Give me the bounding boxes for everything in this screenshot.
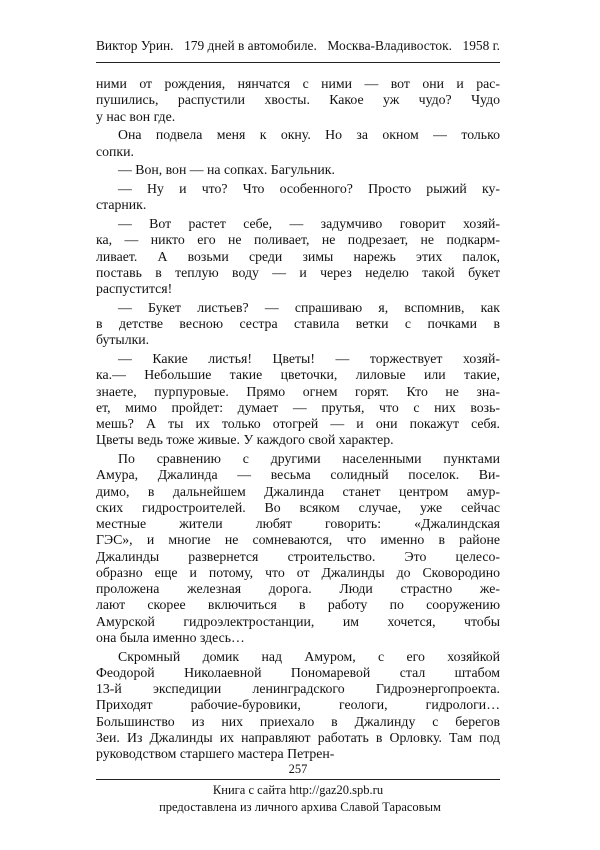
text-line: Скромный домик над Амуром, с его хозяйкой xyxy=(118,648,500,664)
text-line: ливает. А возьми среди зимы нарежь этих палок, xyxy=(96,248,500,264)
paragraph xyxy=(96,216,500,297)
text-line: ка.— Небольшие такие цветочки, лиловые или такие, xyxy=(96,367,500,383)
text-line: — Вон, вон — на сопках. Багульник. xyxy=(118,162,335,178)
text-line: Джалинды развернется строительство. Это целесо- xyxy=(96,548,500,564)
page-number: 257 xyxy=(288,762,308,776)
footer-credit-line: предоставлена из личного архива Славой Тарасовым xyxy=(159,800,441,814)
text-line: ет, мимо пройдет: думает — прутья, что с них возь- xyxy=(96,399,500,415)
text-line: в детстве весною сестра ставила ветки с почками в xyxy=(96,316,500,331)
text-line: бутылки. xyxy=(96,332,150,348)
header-rule xyxy=(96,62,500,63)
text-line: руководством старшего мастера Петрен- xyxy=(96,746,335,761)
text-line: ских гидростроителей. Во всяком случае, уже сейчас xyxy=(96,499,500,515)
text-line: ними от рождения, нянчатся с ними — вот они и рас- xyxy=(96,76,500,91)
header-route: Москва-Владивосток. xyxy=(327,38,452,53)
paragraph xyxy=(96,181,500,214)
text-line: распустится! xyxy=(96,281,173,296)
header-year: 1958 г. xyxy=(462,38,500,53)
text-line: знаете, пурпуровые. Прямо огнем горят. Кто не зна- xyxy=(96,383,500,399)
text-line: проложена железная дорога. Люди страстно же- xyxy=(96,581,500,596)
text-line: мешь? А ты их только отогрей — и они покажут себя. xyxy=(96,416,500,431)
text-line: — Ну и что? Что особенного? Просто рыжий ку- xyxy=(118,181,500,196)
text-line: Амурской гидроэлектростанции, им хочется, чтобы xyxy=(96,613,500,629)
header-book-title: 179 дней в автомобиле. xyxy=(184,38,317,53)
text-line: Зеи. Из Джалинды их направляют работать в Орловку. Там под xyxy=(96,729,500,745)
footer-source-line: Книга с сайта http://gaz20.spb.ru xyxy=(212,783,384,797)
text-line: она была именно здесь… xyxy=(96,629,245,645)
text-line: образно еще и потому, что от Джалинды до Сковородино xyxy=(96,564,500,580)
paragraph xyxy=(96,127,500,160)
paragraph xyxy=(96,300,500,349)
running-header xyxy=(96,38,500,58)
paragraph xyxy=(96,351,500,449)
text-line: — Какие листья! Цветы! — торжествует хозяй- xyxy=(118,351,500,366)
text-line: лают скорее включиться в работу по сооружению xyxy=(96,597,500,613)
footer-rule xyxy=(96,779,500,780)
paragraph xyxy=(96,451,500,646)
paragraph xyxy=(96,162,500,178)
text-line: По сравнению с другими населенными пунктами xyxy=(118,451,500,466)
text-line: димо, в дальнейшем Джалинда станет центром амур- xyxy=(96,483,500,499)
text-line: Амура, Джалинда — весьма солидный поселок. Ви- xyxy=(96,467,500,483)
text-line: Приходят рабочие-буровики, геологи, гидрологи… xyxy=(96,697,500,713)
paragraph xyxy=(96,649,500,763)
paragraph xyxy=(96,76,500,125)
text-line: — Букет листьев? — спрашиваю я, вспомнив, как xyxy=(118,299,500,315)
text-line: Большинство из них приехало в Джалинду с берегов xyxy=(96,713,500,729)
text-line: — Вот растет себе, — задумчиво говорит хозяй- xyxy=(118,216,500,231)
text-line: Феодорой Николаевной Пономаревой стал штабом xyxy=(96,664,500,680)
page-body-text xyxy=(96,76,500,765)
text-line: 13-й экспедиции ленинградского Гидроэнергопроекта. xyxy=(96,681,500,696)
text-line: поставь в теплую воду — и через неделю такой букет xyxy=(96,264,500,280)
text-line: Она подвела меня к окну. Но за окном — только xyxy=(118,127,500,143)
text-line: пушились, распустили хвосты. Какое уж чудо? Чудо xyxy=(96,92,500,108)
text-line: местные жители любят говорить: «Джалиндская xyxy=(96,516,500,531)
text-line: старник. xyxy=(96,197,147,213)
text-line: ка, — никто его не поливает, не подрезает, не подкарм- xyxy=(96,232,500,248)
text-line: сопки. xyxy=(96,143,134,159)
text-line: Цветы ведь тоже живые. У каждого свой характер. xyxy=(96,432,394,448)
text-line: у нас вон где. xyxy=(96,108,176,124)
header-author: Виктор Урин. xyxy=(96,38,174,53)
text-line: ГЭС», и многие не сомневаются, что именно в районе xyxy=(96,532,500,548)
